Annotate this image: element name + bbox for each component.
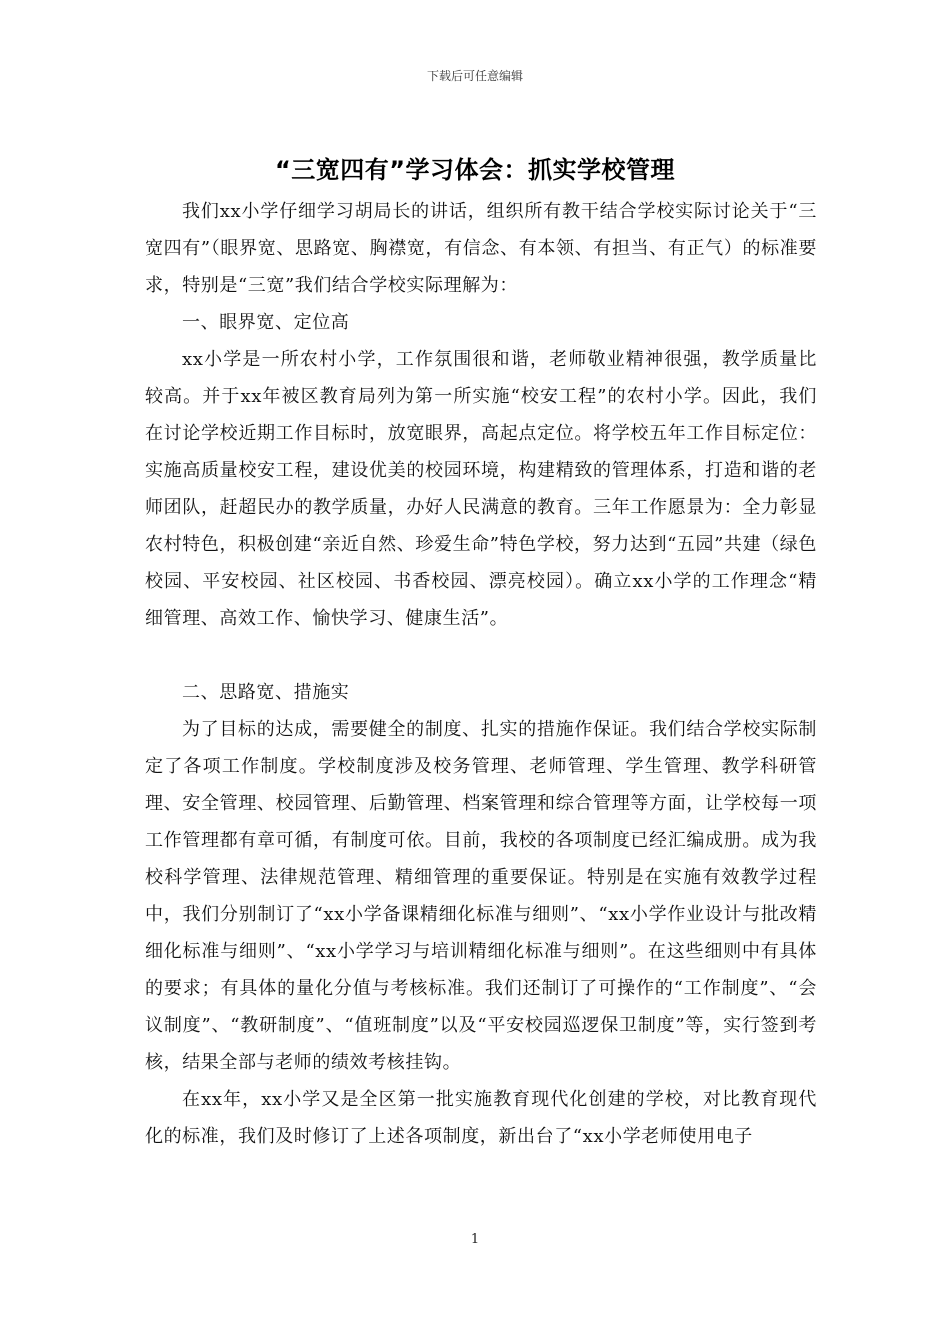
document-body	[145, 193, 817, 1155]
section-2-paragraph-continued: 在xx年，xx小学又是全区第一批实施教育现代化创建的学校，对比教育现代化的标准，我们及时修订了上述各项制度，新出台了“xx小学老师使用电子	[145, 1089, 817, 1147]
section-heading-2: 二、思路宽、措施实	[182, 682, 350, 703]
section-1-paragraph: xx小学是一所农村小学，工作氛围很和谐，老师敬业精神很强，教学质量比较高。并于xx年被区教育局列为第一所实施“校安工程”的农村小学。因此，我们在讨论学校近期工作目标时，放宽眼界，高起点定位。将学校五年工作目标定位：实施高质量校安工程，建设优美的校园环境，构建精致的管理体系，打造和谐的老师团队，赶超民办的教学质量，办好人民满意的教育。三年工作愿景为：全力彰显农村特色，积极创建“亲近自然、珍爱生命”特色学校，努力达到“五园”共建（绿色校园、平安校园、社区校园、书香校园、漂亮校园）。确立xx小学的工作理念“精细管理、高效工作、愉快学习、健康生活”。	[145, 349, 817, 629]
intro-paragraph: 我们xx小学仔细学习胡局长的讲话，组织所有教干结合学校实际讨论关于“三宽四有”（眼界宽、思路宽、胸襟宽，有信念、有本领、有担当、有正气）的标准要求，特别是“三宽”我们结合学校实际理解为：	[145, 201, 817, 296]
header-note: 下载后可任意编辑	[426, 69, 523, 83]
section-2-paragraph: 为了目标的达成，需要健全的制度、扎实的措施作保证。我们结合学校实际制定了各项工作制度。学校制度涉及校务管理、老师管理、学生管理、教学科研管理、安全管理、校园管理、后勤管理、档案管理和综合管理等方面，让学校每一项工作管理都有章可循，有制度可依。目前，我校的各项制度已经汇编成册。成为我校科学管理、法律规范管理、精细管理的重要保证。特别是在实施有效教学过程中，我们分别制订了“xx小学备课精细化标准与细则”、“xx小学作业设计与批改精细化标准与细则”、“xx小学学习与培训精细化标准与细则”。在这些细则中有具体的要求；有具体的量化分值与考核标准。我们还制订了可操作的“工作制度”、“会议制度”、“教研制度”、“值班制度”以及“平安校园巡逻保卫制度”等，实行签到考核，结果全部与老师的绩效考核挂钩。	[145, 719, 817, 1073]
section-heading-1: 一、眼界宽、定位高	[182, 312, 350, 333]
document-title: “三宽四有”学习体会：抓实学校管理	[274, 156, 676, 184]
page-number: 1	[470, 1232, 480, 1247]
